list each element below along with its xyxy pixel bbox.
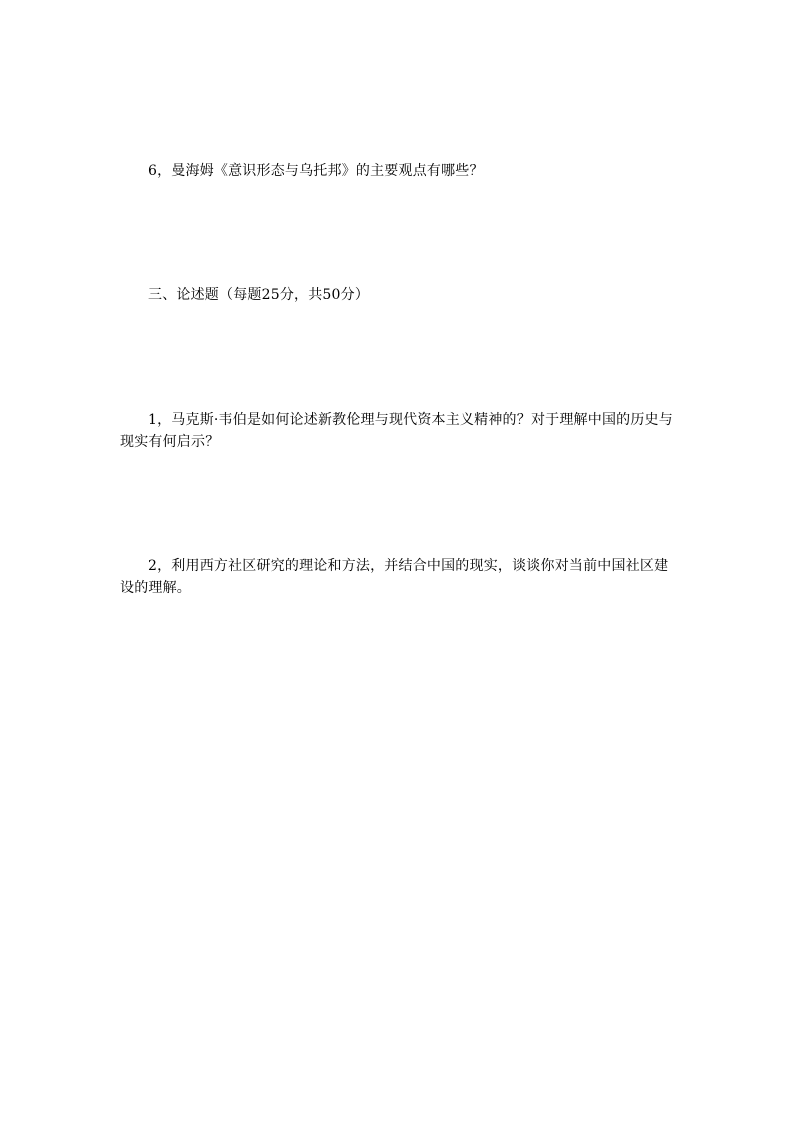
question-6: 6，曼海姆《意识形态与乌托邦》的主要观点有哪些？ [148, 163, 484, 179]
essay-question-2: 2，利用西方社区研究的理论和方法，并结合中国的现实，谈谈你对当前中国社区建设的理解。 [120, 558, 669, 596]
section-3-heading: 三、论述题（每题25分，共50分） [148, 287, 370, 303]
essay-question-1: 1，马克斯·韦伯是如何论述新教伦理与现代资本主义精神的？对于理解中国的历史与现实有何启示？ [120, 412, 673, 450]
